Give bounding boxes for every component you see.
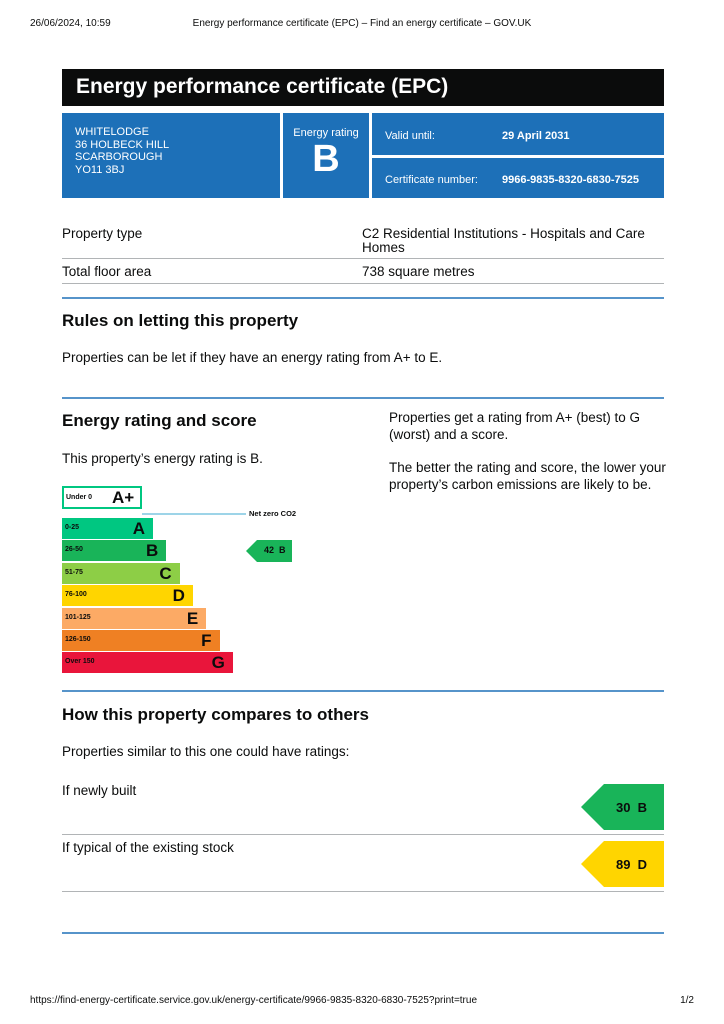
- current-rating-arrow: [246, 540, 292, 562]
- floor-area-row: [62, 265, 664, 281]
- property-type-row: [62, 227, 664, 257]
- certificate-number-box: [372, 158, 664, 198]
- band-aplus-letter: A+: [112, 488, 135, 507]
- band-d: [62, 585, 193, 606]
- band-b: [62, 540, 166, 561]
- valid-until-label: Valid until:: [385, 130, 435, 142]
- existing-stock-arrow: [581, 841, 664, 887]
- band-range: 51-75: [65, 568, 83, 576]
- band-letter: A: [132, 519, 145, 538]
- section-divider: [62, 297, 664, 299]
- rating-explainer-2: The better the rating and score, the lower your property’s carbon emissions are likely to be.: [389, 460, 666, 492]
- compare-intro: Properties similar to this one could have ratings:: [62, 744, 350, 759]
- floor-area-value: 738 square metres: [362, 264, 475, 279]
- certificate-number-value: 9966-9835-8320-6830-7525: [502, 174, 640, 186]
- existing-stock-rating: 89 D: [616, 857, 648, 872]
- valid-until-box: [372, 113, 664, 155]
- band-g: [62, 652, 233, 673]
- page-title: Energy performance certificate (EPC): [62, 69, 664, 106]
- band-c: [62, 563, 180, 584]
- floor-area-label: Total floor area: [62, 264, 152, 279]
- band-letter: E: [186, 608, 199, 628]
- rating-text: This property’s energy rating is B.: [62, 451, 263, 466]
- band-range: Over 150: [65, 658, 95, 666]
- address-line: SCARBOROUGH: [75, 151, 163, 164]
- band-range: 0-25: [65, 524, 80, 531]
- address-line: YO11 3BJ: [75, 163, 125, 176]
- band-aplus: [62, 486, 142, 509]
- print-page-title: Energy performance certificate (EPC) – Find an energy certificate – GOV.UK: [192, 18, 532, 29]
- band-e: [62, 608, 206, 629]
- divider: [62, 258, 664, 259]
- print-url: https://find-energy-certificate.service.gov.uk/energy-certificate/9966-9835-8320-6830-7525?print=true: [30, 995, 478, 1006]
- divider: [62, 283, 664, 284]
- band-letter: F: [201, 631, 212, 650]
- section-divider: [62, 932, 664, 934]
- print-page-number: 1/2: [680, 995, 694, 1006]
- net-zero-line: [142, 513, 246, 515]
- address-line: WHITELODGE: [75, 126, 149, 138]
- address-box: [62, 113, 280, 198]
- certificate-number-label: Certificate number:: [385, 174, 478, 186]
- energy-rating-label: Energy rating: [293, 127, 359, 139]
- section-divider: [62, 397, 664, 399]
- band-letter: G: [211, 653, 225, 673]
- band-range: 76-100: [65, 591, 87, 599]
- print-header: [30, 18, 694, 32]
- current-rating-text: 42 B: [264, 545, 286, 555]
- rules-text: Properties can be let if they have an energy rating from A+ to E.: [62, 350, 443, 365]
- property-type-label: Property type: [62, 226, 143, 241]
- band-range: 101-125: [65, 613, 91, 621]
- band-letter: B: [146, 541, 159, 561]
- energy-rating-box: [283, 113, 369, 198]
- net-zero-label: Net zero CO2: [249, 509, 297, 518]
- newly-built-label: If newly built: [62, 783, 137, 798]
- band-range: 126-150: [65, 636, 91, 643]
- newly-built-rating: 30 B: [616, 800, 648, 815]
- address-line: 36 HOLBECK HILL: [75, 138, 170, 151]
- divider: [62, 834, 664, 835]
- band-letter: C: [159, 563, 172, 583]
- newly-built-arrow: [581, 784, 664, 830]
- divider: [62, 891, 664, 892]
- valid-until-value: 29 April 2031: [502, 130, 570, 142]
- print-footer: [30, 995, 694, 1009]
- section-divider: [62, 690, 664, 692]
- energy-rating-value: B: [312, 138, 340, 180]
- band-a: [62, 518, 153, 539]
- band-aplus-range: Under 0: [66, 494, 93, 501]
- compare-heading: How this property compares to others: [62, 705, 369, 724]
- property-type-value: C2 Residential Institutions - Hospitals and Care Homes: [362, 226, 645, 255]
- rating-explainer-1: Properties get a rating from A+ (best) to G (worst) and a score.: [389, 410, 640, 442]
- band-range: 26-50: [65, 546, 83, 554]
- band-letter: D: [172, 586, 185, 606]
- existing-stock-label: If typical of the existing stock: [62, 840, 234, 855]
- band-f: [62, 630, 220, 651]
- rating-heading: Energy rating and score: [62, 411, 257, 430]
- rules-heading: Rules on letting this property: [62, 311, 299, 330]
- print-datetime: 26/06/2024, 10:59: [30, 18, 111, 29]
